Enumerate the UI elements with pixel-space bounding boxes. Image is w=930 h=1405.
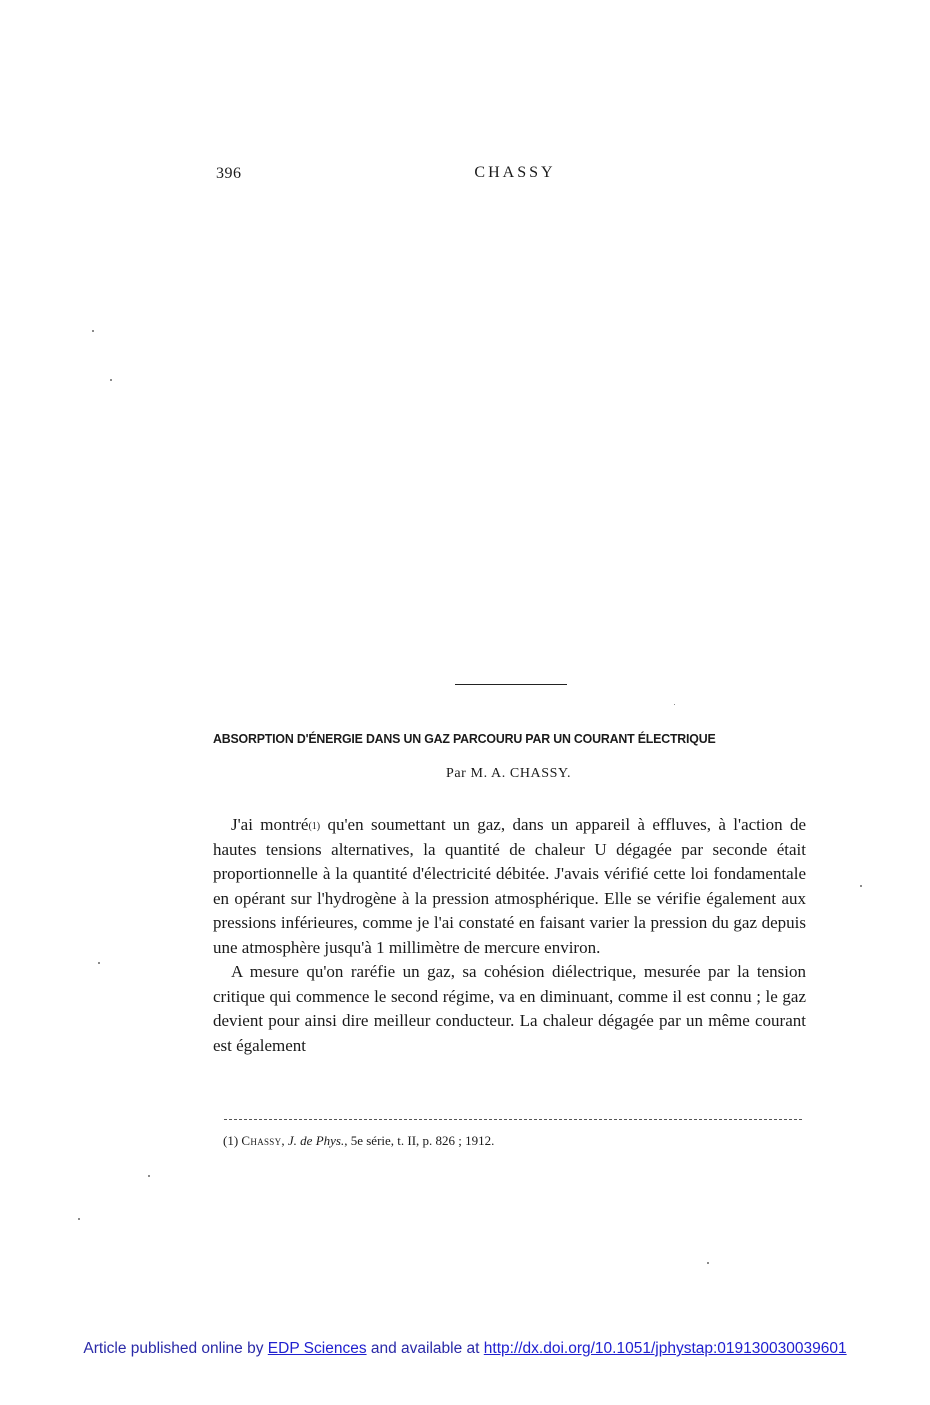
article-body: [213, 813, 806, 1058]
paragraph-1-rest: qu'en soumettant un gaz, dans un appareil à effluves, à l'action de hautes tensions alternatives, la quantité de chaleur U dégagée par seconde était proportionnelle à la quantité d'électricité débitée. J'avais vérifié cette loi fondamentale en opérant sur l'hydrogène à la pression atmosphérique. Elle se vérifie également aux pressions inférieures, comme je l'ai constaté en faisant varier la pression du gaz depuis une atmosphère jusqu'à 1 millimètre de mercure environ.: [213, 815, 807, 957]
scan-speck: [98, 962, 100, 964]
paragraph-2: A mesure qu'on raréfie un gaz, sa cohésion diélectrique, mesurée par la tension critique qui commence le second régime, va en diminuant, comme il est connu ; le gaz devient pour ainsi dire meilleur conducteur. La chaleur dégagée par un même courant est également: [213, 962, 806, 1055]
scan-speck: [78, 1218, 80, 1220]
page-number: 396: [216, 165, 242, 182]
scan-speck: [674, 704, 675, 705]
paragraph-1-start: J'ai montré: [231, 815, 309, 834]
publisher-notice-prefix: Article published online by: [83, 1340, 268, 1357]
edp-sciences-link[interactable]: EDP Sciences: [267, 1340, 367, 1357]
publisher-notice-middle: and available at: [366, 1340, 484, 1357]
footnote-reference: (1): [308, 821, 321, 832]
footnote-marker: (1): [223, 1133, 239, 1148]
article-title: ABSORPTION D'ÉNERGIE DANS UN GAZ PARCOURU PAR UN COURANT ÉLECTRIQUE: [213, 731, 716, 746]
article-byline: Par M. A. CHASSY.: [445, 766, 572, 781]
publisher-notice: [0, 1340, 930, 1358]
paragraph-1: [213, 813, 806, 960]
footnote-separator-rule: [224, 1119, 802, 1120]
running-head: CHASSY: [474, 164, 556, 181]
scan-speck: [92, 330, 94, 332]
footnote-journal: J. de Phys.: [287, 1133, 345, 1148]
scan-speck: [148, 1175, 150, 1177]
doi-link[interactable]: http://dx.doi.org/10.1051/jphystap:019130030039601: [483, 1340, 847, 1357]
footnote-details: , 5e série, t. II, p. 826 ; 1912.: [344, 1133, 495, 1148]
scan-speck: [860, 885, 862, 887]
scan-speck: [110, 379, 112, 381]
scan-speck: [707, 1262, 709, 1264]
footnote-author: Chassy: [241, 1133, 282, 1148]
title-separator-rule: [455, 684, 567, 685]
footnote: (1) Chassy, J. de Phys., 5e série, t. II, p. 826 ; 1912.: [223, 1133, 495, 1148]
